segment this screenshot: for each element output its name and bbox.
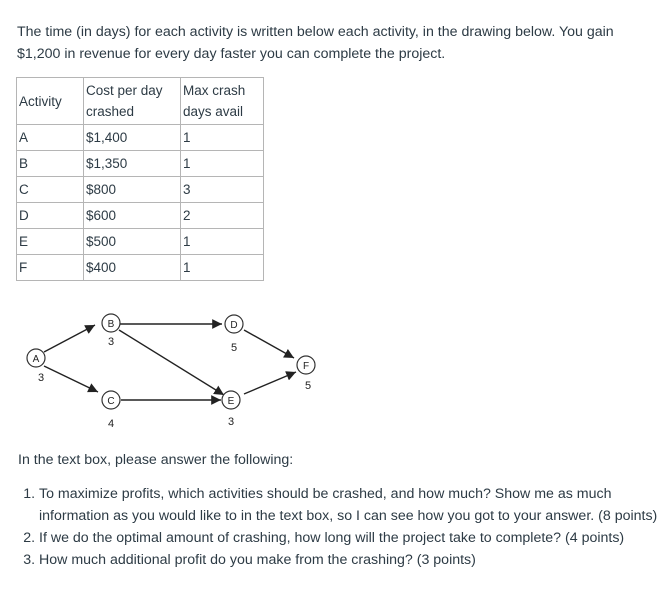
- node-a-duration: 3: [37, 372, 45, 384]
- node-b-label: B: [107, 319, 115, 330]
- node-f: [297, 356, 315, 392]
- answer-instructions: In the text box, please answer the following:: [18, 452, 294, 468]
- edge-a-c: [44, 366, 98, 392]
- crash-cost-table: [16, 77, 264, 281]
- node-c: [102, 391, 120, 430]
- cell-cost: $500: [84, 229, 181, 255]
- node-e-duration: 3: [227, 416, 235, 428]
- cell-activity: A: [17, 125, 84, 151]
- edge-a-b: [44, 325, 95, 352]
- cell-activity: F: [17, 255, 84, 281]
- table-row: [17, 177, 264, 203]
- edge-e-f: [244, 372, 296, 394]
- node-d: [225, 315, 243, 354]
- table-row: [17, 125, 264, 151]
- table-row: [17, 255, 264, 281]
- node-b-duration: 3: [107, 336, 115, 348]
- activity-network-diagram: [0, 300, 340, 440]
- table-header-row: [17, 78, 264, 125]
- table-row: [17, 151, 264, 177]
- cell-max-days: 1: [181, 255, 264, 281]
- question-list: [22, 483, 659, 571]
- node-d-duration: 5: [230, 342, 238, 354]
- question-item: 2. If we do the optimal amount of crashing, how long will the project take to complete? (4 points): [39, 527, 659, 549]
- node-c-duration: 4: [107, 418, 115, 430]
- cell-cost: $800: [84, 177, 181, 203]
- table-row: [17, 203, 264, 229]
- header-max-crash-days: Max crash days avail: [181, 78, 264, 125]
- intro-text: The time (in days) for each activity is written below each activity, in the drawing below. You gain $1,200 in revenue for every day faster you can complete the project.: [17, 24, 614, 62]
- node-f-duration: 5: [304, 380, 312, 392]
- question-item: 1. To maximize profits, which activities should be crashed, and how much? Show me as much information as you would like to in the text box, so I can see how you got to your answer. (8 points): [39, 483, 659, 527]
- table-row: [17, 229, 264, 255]
- node-f-label: F: [302, 361, 310, 372]
- node-e-label: E: [227, 396, 235, 407]
- cell-max-days: 3: [181, 177, 264, 203]
- cell-cost: $1,350: [84, 151, 181, 177]
- cell-cost: $1,400: [84, 125, 181, 151]
- cell-max-days: 1: [181, 151, 264, 177]
- question-item: 3. How much additional profit do you make from the crashing? (3 points): [39, 549, 659, 571]
- cell-activity: B: [17, 151, 84, 177]
- node-e: [222, 391, 240, 428]
- node-c-label: C: [107, 396, 115, 407]
- node-d-label: D: [230, 320, 238, 331]
- cell-max-days: 1: [181, 125, 264, 151]
- cell-max-days: 2: [181, 203, 264, 229]
- node-a: [27, 349, 45, 384]
- cell-activity: C: [17, 177, 84, 203]
- node-b: [102, 314, 120, 348]
- edge-b-e: [119, 330, 224, 395]
- header-activity: Activity: [17, 78, 84, 125]
- cell-activity: D: [17, 203, 84, 229]
- edge-d-f: [244, 330, 294, 358]
- cell-cost: $400: [84, 255, 181, 281]
- cell-activity: E: [17, 229, 84, 255]
- header-cost-per-day: Cost per day crashed: [84, 78, 181, 125]
- node-a-label: A: [32, 354, 40, 365]
- cell-max-days: 1: [181, 229, 264, 255]
- cell-cost: $600: [84, 203, 181, 229]
